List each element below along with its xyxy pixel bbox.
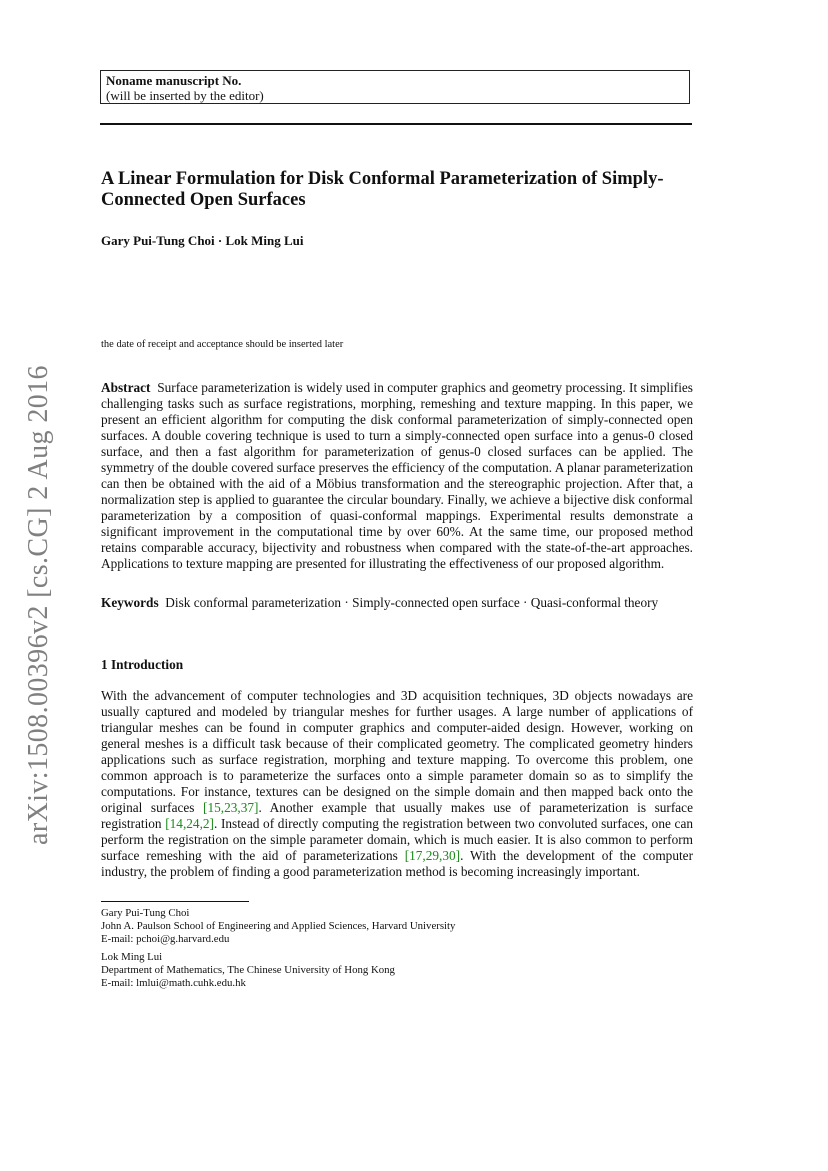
intro-text-2: . Another example that usually makes use of parameterization is surface registration <box>101 800 693 831</box>
abstract-label: Abstract <box>101 380 151 395</box>
dates-note: the date of receipt and acceptance should be inserted later <box>101 339 344 350</box>
intro-text-1: With the advancement of computer technologies and 3D acquisition techniques, 3D objects nowadays are usually captured and modeled by triangular meshes for further usages. A large number of applications of triangular meshes can be found in computer graphics and computer-aided design. However, working on general meshes is a difficult task because of their complicated geometry. The complicated geometry hinders applications such as surface registration, morphing and texture mapping. To overcome this problem, one common approach is to parameterize the surfaces onto a simple parameter domain so as to simplify the computations. For instance, textures can be designed on the simple domain and then mapped back onto the original surfaces <box>101 688 693 815</box>
keywords-label: Keywords <box>101 595 159 610</box>
footnote-affiliation: Department of Mathematics, The Chinese University of Hong Kong <box>101 964 395 976</box>
keywords-text: Disk conformal parameterization · Simply-connected open surface · Quasi-conformal theory <box>165 595 659 610</box>
citation-link[interactable]: [15,23,37] <box>203 800 259 815</box>
citation-link[interactable]: [14,24,2] <box>165 816 214 831</box>
footnote-email: E-mail: lmlui@math.cuhk.edu.hk <box>101 977 246 989</box>
author-list: Gary Pui-Tung Choi · Lok Ming Lui <box>101 233 304 248</box>
footnote-email: E-mail: pchoi@g.harvard.edu <box>101 933 230 945</box>
header-rule <box>100 123 692 125</box>
arxiv-stamp-text: arXiv:1508.00396v2 [cs.CG] 2 Aug 2016 <box>23 365 55 845</box>
abstract <box>101 380 693 572</box>
keywords <box>101 595 693 611</box>
intro-text-4: . With the development of the computer industry, the problem of finding a good parameterization method is becoming increasingly important. <box>101 848 693 879</box>
intro-paragraph <box>101 688 693 880</box>
paper-title: A Linear Formulation for Disk Conformal Parameterization of Simply-Connected Open Surfaces <box>101 169 664 210</box>
citation-link[interactable]: [17,29,30] <box>404 848 461 863</box>
footnote-author-name: Lok Ming Lui <box>101 951 163 963</box>
intro-text-3: . Instead of directly computing the registration between two convoluted surfaces, one can perform the registration on the simple parameter domain, which is much easier. It is also common to perform surface remeshing with the aid of parameterizations <box>101 816 693 863</box>
arxiv-stamp <box>18 355 60 855</box>
footnote-affiliation: John A. Paulson School of Engineering and Applied Sciences, Harvard University <box>101 920 456 932</box>
manuscript-header-box <box>100 70 690 104</box>
manuscript-number: Noname manuscript No. <box>106 73 242 88</box>
section-heading: 1 Introduction <box>101 657 184 672</box>
editor-note: (will be inserted by the editor) <box>106 88 264 103</box>
footnote-rule <box>101 901 249 902</box>
author-footnote-1 <box>101 907 455 946</box>
footnote-author-name: Gary Pui-Tung Choi <box>101 907 190 919</box>
abstract-text: Surface parameterization is widely used in computer graphics and geometry processing. It simplifies challenging tasks such as surface registrations, morphing, remeshing and texture mapping. In this paper, we present an efficient algorithm for computing the disk conformal parameterization of simply-connected open surfaces. A double covering technique is used to turn a simply-connected open surface into a genus-0 closed surface, and then a fast algorithm for parameterization of genus-0 closed surfaces can be applied. The symmetry of the double covered surface preserves the efficiency of the computation. A planar parameterization can then be obtained with the aid of a Möbius transformation and the stereographic projection. After that, a normalization step is applied to guarantee the circular boundary. Finally, we achieve a bijective disk conformal parameterization by a composition of quasi-conformal mappings. Experimental results demonstrate a significant improvement in the computational time by over 60%. At the same time, our proposed method retains comparable accuracy, bijectivity and robustness when compared with the state-of-the-art approaches. Applications to texture mapping are presented for illustrating the effectiveness of our proposed algorithm. <box>101 380 693 571</box>
author-footnote-2 <box>101 951 395 990</box>
